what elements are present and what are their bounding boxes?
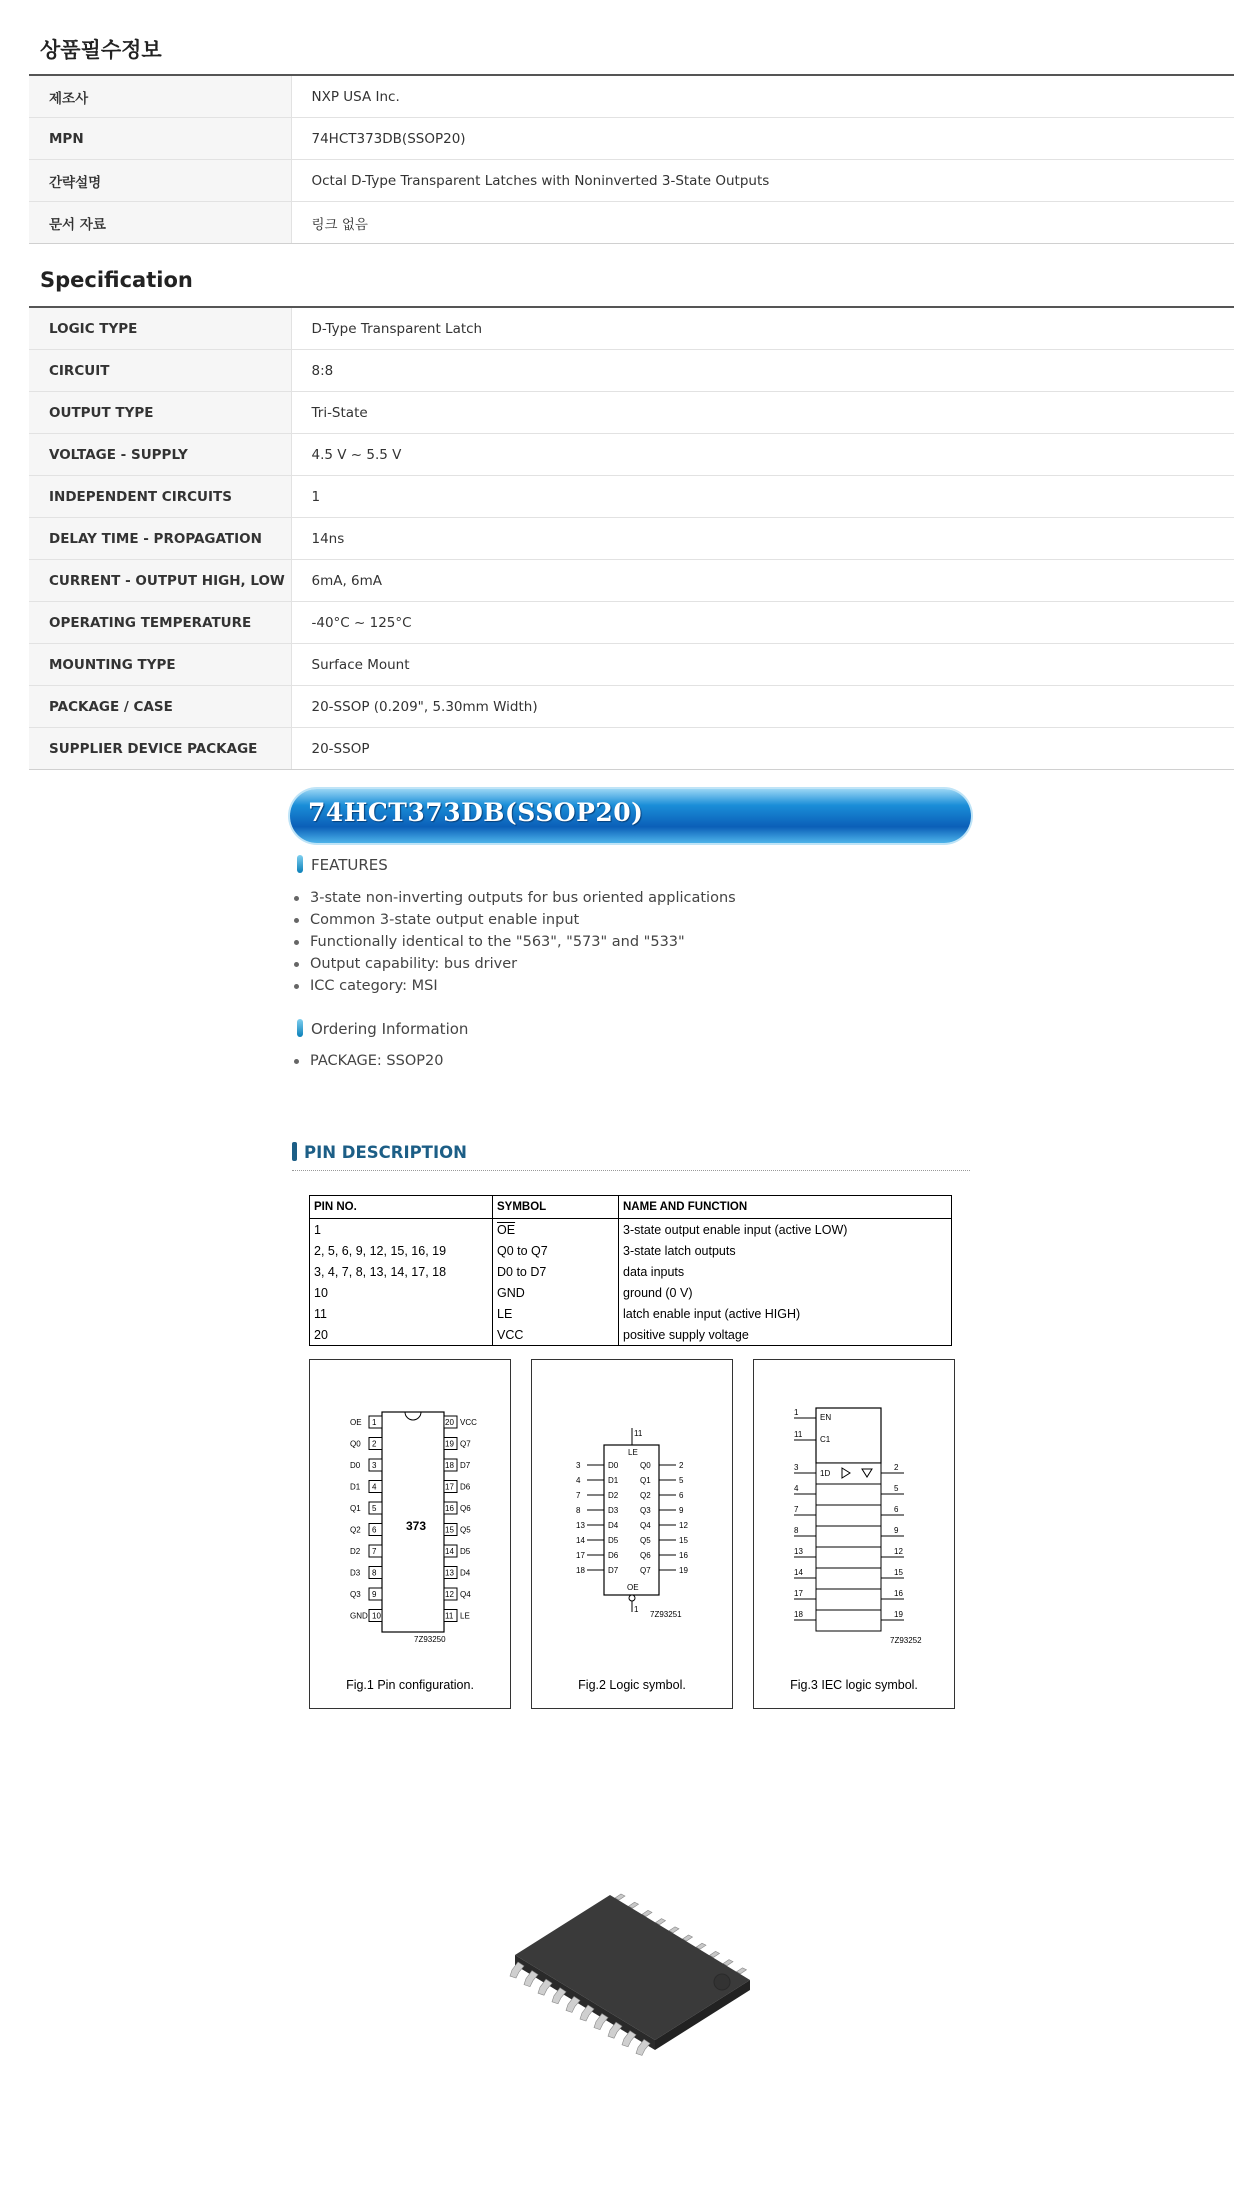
svg-text:15: 15 (445, 1525, 454, 1535)
row-label: 문서 자료 (29, 202, 291, 244)
svg-text:GND: GND (350, 1611, 368, 1621)
svg-text:D1: D1 (608, 1476, 619, 1485)
row-value: Octal D-Type Transparent Latches with Noninverted 3-State Outputs (291, 160, 1234, 202)
logic-symbol-diagram (532, 1360, 734, 1660)
table-row (29, 560, 1234, 602)
table-row (29, 160, 1234, 202)
svg-text:3: 3 (576, 1461, 581, 1470)
svg-text:17: 17 (576, 1551, 585, 1560)
svg-text:7: 7 (372, 1547, 377, 1556)
svg-text:5: 5 (894, 1484, 899, 1493)
row-label: VOLTAGE - SUPPLY (29, 434, 291, 476)
svg-text:D6: D6 (460, 1482, 471, 1492)
svg-text:Q6: Q6 (460, 1504, 471, 1513)
symbol-cell: $\overline{OE}$ (493, 1219, 619, 1241)
ordering-heading (297, 1019, 468, 1038)
table-row (310, 1261, 952, 1282)
list-item: PACKAGE: SSOP20 (310, 1050, 443, 1072)
svg-text:D5: D5 (460, 1547, 471, 1556)
function-cell: 3-state latch outputs (623, 1243, 736, 1258)
table-row (29, 434, 1234, 476)
svg-text:Q0: Q0 (640, 1461, 651, 1470)
svg-text:Q3: Q3 (350, 1590, 361, 1599)
svg-text:D4: D4 (608, 1521, 619, 1530)
svg-text:D0: D0 (608, 1461, 619, 1470)
table-row (310, 1240, 952, 1261)
table-row (29, 686, 1234, 728)
pin-cell: 11 (310, 1303, 493, 1324)
svg-text:OE: OE (627, 1583, 639, 1592)
figure-pin-configuration (309, 1359, 511, 1709)
pin-cell: 2, 5, 6, 9, 12, 15, 16, 19 (310, 1240, 493, 1261)
svg-text:C1: C1 (820, 1435, 831, 1444)
svg-text:Q2: Q2 (350, 1525, 361, 1535)
required-info-table (29, 74, 1234, 244)
svg-text:16: 16 (894, 1589, 903, 1598)
svg-text:3: 3 (794, 1463, 799, 1472)
row-label: DELAY TIME - PROPAGATION (29, 518, 291, 560)
row-value: Tri-State (291, 392, 1234, 434)
svg-text:7: 7 (576, 1491, 581, 1500)
svg-text:15: 15 (894, 1568, 903, 1577)
svg-text:3: 3 (372, 1461, 377, 1470)
symbol-cell: D0 to D7 (493, 1261, 619, 1282)
specification-title: Specification (40, 268, 193, 292)
svg-text:18: 18 (445, 1461, 454, 1470)
features-heading-text: FEATURES (311, 856, 388, 874)
svg-text:Q3: Q3 (640, 1506, 651, 1515)
svg-text:1: 1 (794, 1408, 799, 1417)
svg-text:Q4: Q4 (460, 1590, 471, 1599)
svg-text:10: 10 (372, 1611, 381, 1621)
svg-text:4: 4 (794, 1484, 799, 1493)
row-label: MPN (29, 118, 291, 160)
svg-text:7: 7 (794, 1505, 799, 1514)
row-value: 20-SSOP (291, 728, 1234, 770)
svg-text:D7: D7 (608, 1566, 619, 1575)
table-header-row (310, 1196, 952, 1219)
svg-text:20: 20 (445, 1418, 454, 1427)
list-item: Common 3-state output enable input (310, 909, 736, 931)
row-label: CURRENT - OUTPUT HIGH, LOW (29, 560, 291, 602)
table-row (310, 1303, 952, 1324)
table-row (29, 728, 1234, 770)
row-value: 20-SSOP (0.209", 5.30mm Width) (291, 686, 1234, 728)
required-info-title: 상품필수정보 (40, 38, 162, 62)
pin-description-table (309, 1195, 952, 1346)
row-value: -40°C ~ 125°C (291, 602, 1234, 644)
list-item: Functionally identical to the "563", "573" and "533" (310, 931, 736, 953)
svg-text:LE: LE (460, 1611, 470, 1621)
table-row (29, 307, 1234, 350)
table-row (310, 1282, 952, 1303)
svg-text:19: 19 (445, 1439, 454, 1449)
svg-text:D7: D7 (460, 1461, 471, 1470)
svg-text:15: 15 (679, 1536, 688, 1545)
svg-text:17: 17 (794, 1589, 803, 1598)
svg-text:1D: 1D (820, 1469, 831, 1478)
svg-text:Q2: Q2 (640, 1491, 651, 1500)
svg-text:19: 19 (679, 1566, 688, 1575)
svg-text:LE: LE (628, 1448, 638, 1457)
svg-text:11: 11 (794, 1430, 803, 1439)
svg-text:13: 13 (794, 1547, 803, 1556)
table-row (310, 1324, 952, 1346)
svg-text:Q0: Q0 (350, 1439, 361, 1449)
svg-text:5: 5 (679, 1476, 684, 1485)
figure-caption: Fig.1 Pin configuration. (346, 1678, 474, 1692)
svg-text:D3: D3 (608, 1506, 619, 1515)
svg-text:Q1: Q1 (640, 1476, 651, 1485)
svg-text:4: 4 (576, 1476, 581, 1485)
product-banner (290, 789, 971, 843)
ordering-heading-text: Ordering Information (311, 1020, 469, 1038)
svg-text:18: 18 (794, 1610, 803, 1619)
svg-text:Q1: Q1 (350, 1504, 361, 1513)
function-cell: positive supply voltage (623, 1327, 749, 1342)
row-label: OUTPUT TYPE (29, 392, 291, 434)
pin-configuration-diagram (310, 1360, 512, 1660)
svg-text:12: 12 (679, 1521, 688, 1530)
row-value: D-Type Transparent Latch (291, 307, 1234, 350)
row-value: 6mA, 6mA (291, 560, 1234, 602)
pin-description-heading-text: PIN DESCRIPTION (304, 1143, 467, 1162)
svg-text:D2: D2 (350, 1547, 361, 1556)
row-value: NXP USA Inc. (291, 75, 1234, 118)
figure-code: 7Z93250 (414, 1635, 446, 1644)
figure-caption: Fig.2 Logic symbol. (578, 1678, 686, 1692)
features-list (310, 887, 736, 997)
svg-text:6: 6 (372, 1525, 377, 1535)
pin-cell: 1 (310, 1219, 493, 1241)
svg-text:17: 17 (445, 1482, 454, 1492)
function-cell: data inputs (623, 1264, 685, 1279)
row-value: 8:8 (291, 350, 1234, 392)
symbol-cell: GND (493, 1282, 619, 1303)
row-label: INDEPENDENT CIRCUITS (29, 476, 291, 518)
figure-iec-logic-symbol (753, 1359, 955, 1709)
figure-code: 7Z93252 (890, 1636, 922, 1645)
figure-code: 7Z93251 (650, 1610, 682, 1619)
svg-text:1: 1 (634, 1605, 639, 1614)
function-cell: 3-state output enable input (active LOW) (623, 1222, 848, 1237)
row-value: 14ns (291, 518, 1234, 560)
svg-text:14: 14 (576, 1536, 585, 1545)
svg-text:Q7: Q7 (640, 1566, 651, 1575)
svg-text:1: 1 (372, 1418, 377, 1427)
heading-bar-icon (297, 1019, 303, 1037)
svg-text:6: 6 (894, 1505, 899, 1514)
document-link-value: 링크 없음 (291, 202, 1234, 244)
svg-text:D6: D6 (608, 1551, 619, 1560)
svg-text:D3: D3 (350, 1568, 361, 1578)
row-label: MOUNTING TYPE (29, 644, 291, 686)
table-row (29, 602, 1234, 644)
table-row (29, 350, 1234, 392)
row-value: 4.5 V ~ 5.5 V (291, 434, 1234, 476)
svg-text:2: 2 (679, 1461, 684, 1470)
row-label: 제조사 (29, 75, 291, 118)
svg-text:OE: OE (350, 1418, 362, 1427)
svg-text:13: 13 (576, 1521, 585, 1530)
svg-text:8: 8 (372, 1568, 377, 1578)
svg-text:D1: D1 (350, 1482, 361, 1492)
product-banner-title: 74HCT373DB(SSOP20) (308, 798, 644, 827)
list-item: 3-state non-inverting outputs for bus oriented applications (310, 887, 736, 909)
svg-text:VCC: VCC (460, 1418, 477, 1427)
svg-text:Q5: Q5 (640, 1536, 651, 1545)
table-row (29, 202, 1234, 244)
svg-text:Q6: Q6 (640, 1551, 651, 1560)
row-value: Surface Mount (291, 644, 1234, 686)
chip-label: 373 (406, 1519, 427, 1533)
row-label: 간략설명 (29, 160, 291, 202)
column-header: PIN NO. (310, 1196, 493, 1219)
table-row (29, 118, 1234, 160)
row-value: 1 (291, 476, 1234, 518)
figure-caption: Fig.3 IEC logic symbol. (790, 1678, 918, 1692)
svg-text:12: 12 (894, 1547, 903, 1556)
row-label: OPERATING TEMPERATURE (29, 602, 291, 644)
svg-text:9: 9 (372, 1590, 377, 1599)
table-row (29, 392, 1234, 434)
table-row (29, 518, 1234, 560)
ssop20-package-image (460, 1860, 800, 2080)
svg-text:16: 16 (679, 1551, 688, 1560)
svg-text:8: 8 (576, 1506, 581, 1515)
svg-text:8: 8 (794, 1526, 799, 1535)
svg-text:9: 9 (679, 1506, 684, 1515)
list-item: Output capability: bus driver (310, 953, 736, 975)
table-row (29, 644, 1234, 686)
row-label: CIRCUIT (29, 350, 291, 392)
column-header: SYMBOL (493, 1196, 619, 1219)
dotted-divider (292, 1170, 970, 1171)
svg-text:D4: D4 (460, 1568, 471, 1578)
symbol-cell: Q0 to Q7 (493, 1240, 619, 1261)
figure-logic-symbol (531, 1359, 733, 1709)
heading-bar-icon (297, 855, 303, 873)
pin-cell: 20 (310, 1324, 493, 1346)
svg-text:2: 2 (894, 1463, 899, 1472)
svg-text:14: 14 (445, 1547, 454, 1556)
pin-description-heading (292, 1142, 467, 1162)
table-row (29, 476, 1234, 518)
symbol-cell: LE (493, 1303, 619, 1324)
svg-text:Q7: Q7 (460, 1439, 471, 1449)
svg-text:2: 2 (372, 1439, 377, 1449)
svg-text:9: 9 (894, 1526, 899, 1535)
column-header: NAME AND FUNCTION (619, 1196, 952, 1219)
svg-text:D5: D5 (608, 1536, 619, 1545)
heading-bar-icon (292, 1142, 297, 1161)
function-cell: latch enable input (active HIGH) (623, 1306, 801, 1321)
table-row (29, 75, 1234, 118)
svg-text:EN: EN (820, 1413, 832, 1422)
ordering-list (310, 1050, 443, 1072)
svg-text:D2: D2 (608, 1491, 619, 1500)
row-label: SUPPLIER DEVICE PACKAGE (29, 728, 291, 770)
table-row (310, 1219, 952, 1241)
specification-table (29, 306, 1234, 770)
row-value: 74HCT373DB(SSOP20) (291, 118, 1234, 160)
svg-text:18: 18 (576, 1566, 585, 1575)
row-label: PACKAGE / CASE (29, 686, 291, 728)
svg-text:Q5: Q5 (460, 1525, 471, 1535)
svg-text:19: 19 (894, 1610, 903, 1619)
svg-text:11: 11 (445, 1611, 454, 1621)
symbol-cell: VCC (493, 1324, 619, 1346)
svg-text:16: 16 (445, 1504, 454, 1513)
svg-text:14: 14 (794, 1568, 803, 1577)
svg-text:6: 6 (679, 1491, 684, 1500)
row-label: LOGIC TYPE (29, 307, 291, 350)
list-item: ICC category: MSI (310, 975, 736, 997)
svg-text:Q4: Q4 (640, 1521, 651, 1530)
features-heading (297, 855, 388, 874)
svg-text:5: 5 (372, 1504, 377, 1513)
svg-text:12: 12 (445, 1590, 454, 1599)
iec-logic-symbol-diagram (754, 1360, 956, 1660)
svg-text:11: 11 (634, 1429, 643, 1438)
pin-cell: 3, 4, 7, 8, 13, 14, 17, 18 (310, 1261, 493, 1282)
pin-cell: 10 (310, 1282, 493, 1303)
svg-text:4: 4 (372, 1482, 377, 1492)
svg-text:13: 13 (445, 1568, 454, 1578)
svg-text:D0: D0 (350, 1461, 361, 1470)
function-cell: ground (0 V) (623, 1285, 693, 1300)
